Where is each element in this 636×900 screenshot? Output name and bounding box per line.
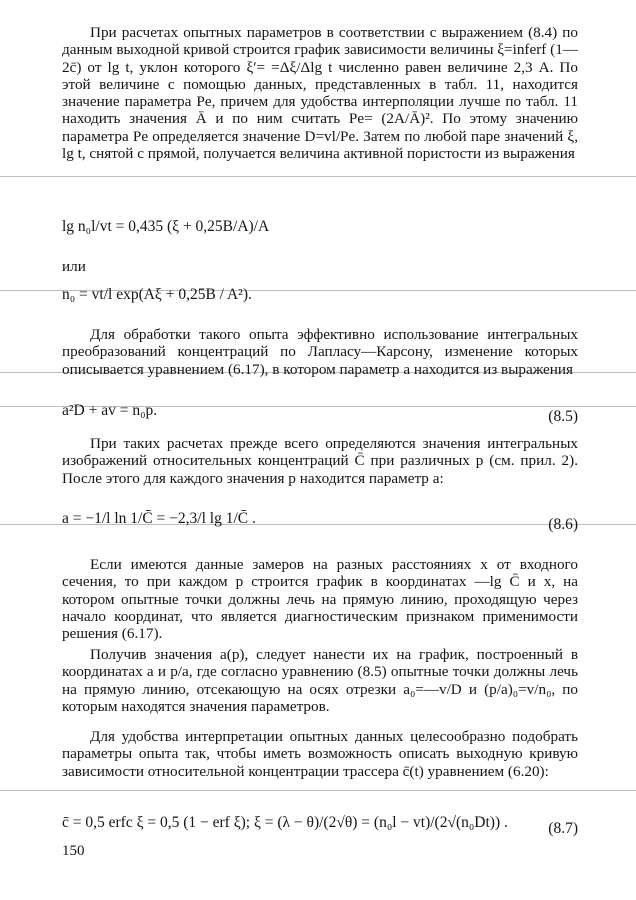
equation-n0 — [62, 286, 578, 316]
equation-formula: lg n₀l/vt = 0,435 (ξ + 0,25B/A)/A — [62, 218, 270, 235]
paragraph-7: Для удобства интерпретации опытных данных целесообразно подобрать параметры опыта так, чтобы иметь возможность описать выходную кривую зависимости относительной концентрации трассера c̄(t) уравнением (6.20): — [62, 728, 578, 780]
equation-formula: a = −1/l ln 1/C̄ = −2,3/l lg 1/C̄ . — [62, 510, 256, 527]
paragraph-2: или — [62, 258, 86, 275]
equation-8-6 — [62, 510, 578, 540]
paragraph-3: Для обработки такого опыта эффективно использование интегральных преобразований концентраций по Лапласу—Карсону, изменение которых описывается уравнением (6.17), в котором параметр a находится из выражения — [62, 326, 578, 378]
equation-formula: c̄ = 0,5 erfc ξ = 0,5 (1 − erf ξ); ξ = (λ − θ)/(2√θ) = (n₀l − vt)/(2√(n₀Dt)) . — [62, 814, 508, 831]
page-number: 150 — [62, 843, 85, 859]
paragraph-4: При таких расчетах прежде всего определяются значения интегральных изображений относительных концентраций C̄ при различных p (см. прил. 2). После этого для каждого значения p находится параметр a: — [62, 435, 578, 487]
equation-lg — [62, 218, 578, 248]
equation-8-5 — [62, 402, 578, 432]
scan-line — [0, 790, 636, 791]
paragraph-1: При расчетах опытных параметров в соответствии с выражением (8.4) по данным выходной кривой строится график зависимости величины ξ=inferf (1—2c̄) от lg t, уклон которого ξ′= =Δξ/Δlg t численно равен величине 2,3 A. По этой величине с помощью данных, представленных в табл. 11, находится значение параметра Pe, причем для удобства интерполяции лучше по табл. 11 находить значения Ā и по ним считать Pe= (2A/Ā)². По этому значению параметра Pe определяется значение D=vl/Pe. Затем по любой паре значений ξ, lg t, снятой с прямой, получается величина активной пористости из выражения — [62, 24, 578, 163]
scan-line — [0, 176, 636, 177]
equation-formula: a²D + av = n₀p. — [62, 402, 158, 419]
equation-8-7 — [62, 814, 578, 844]
equation-formula: n₀ = vt/l exp(Aξ + 0,25B / A²). — [62, 286, 252, 303]
equation-number: (8.5) — [548, 408, 578, 425]
equation-number: (8.6) — [548, 516, 578, 533]
paragraph-6: Получив значения a(p), следует нанести их на график, построенный в координатах a и p/a, где согласно уравнению (8.5) опытные точки должны лечь на прямую линию, отсекающую на осях отрезки a₀=—v/D и (p/a)₀=v/n₀, по которым находятся значения параметров. — [62, 646, 578, 715]
paragraph-5: Если имеются данные замеров на разных расстояниях x от входного сечения, то при каждом p строится график в координатах —lg C̄ и x, на котором опытные точки должны лечь на прямую линию, проходящую через начало координат, что является диагностическим признаком применимости решения (6.17). — [62, 556, 578, 643]
equation-number: (8.7) — [548, 820, 578, 837]
